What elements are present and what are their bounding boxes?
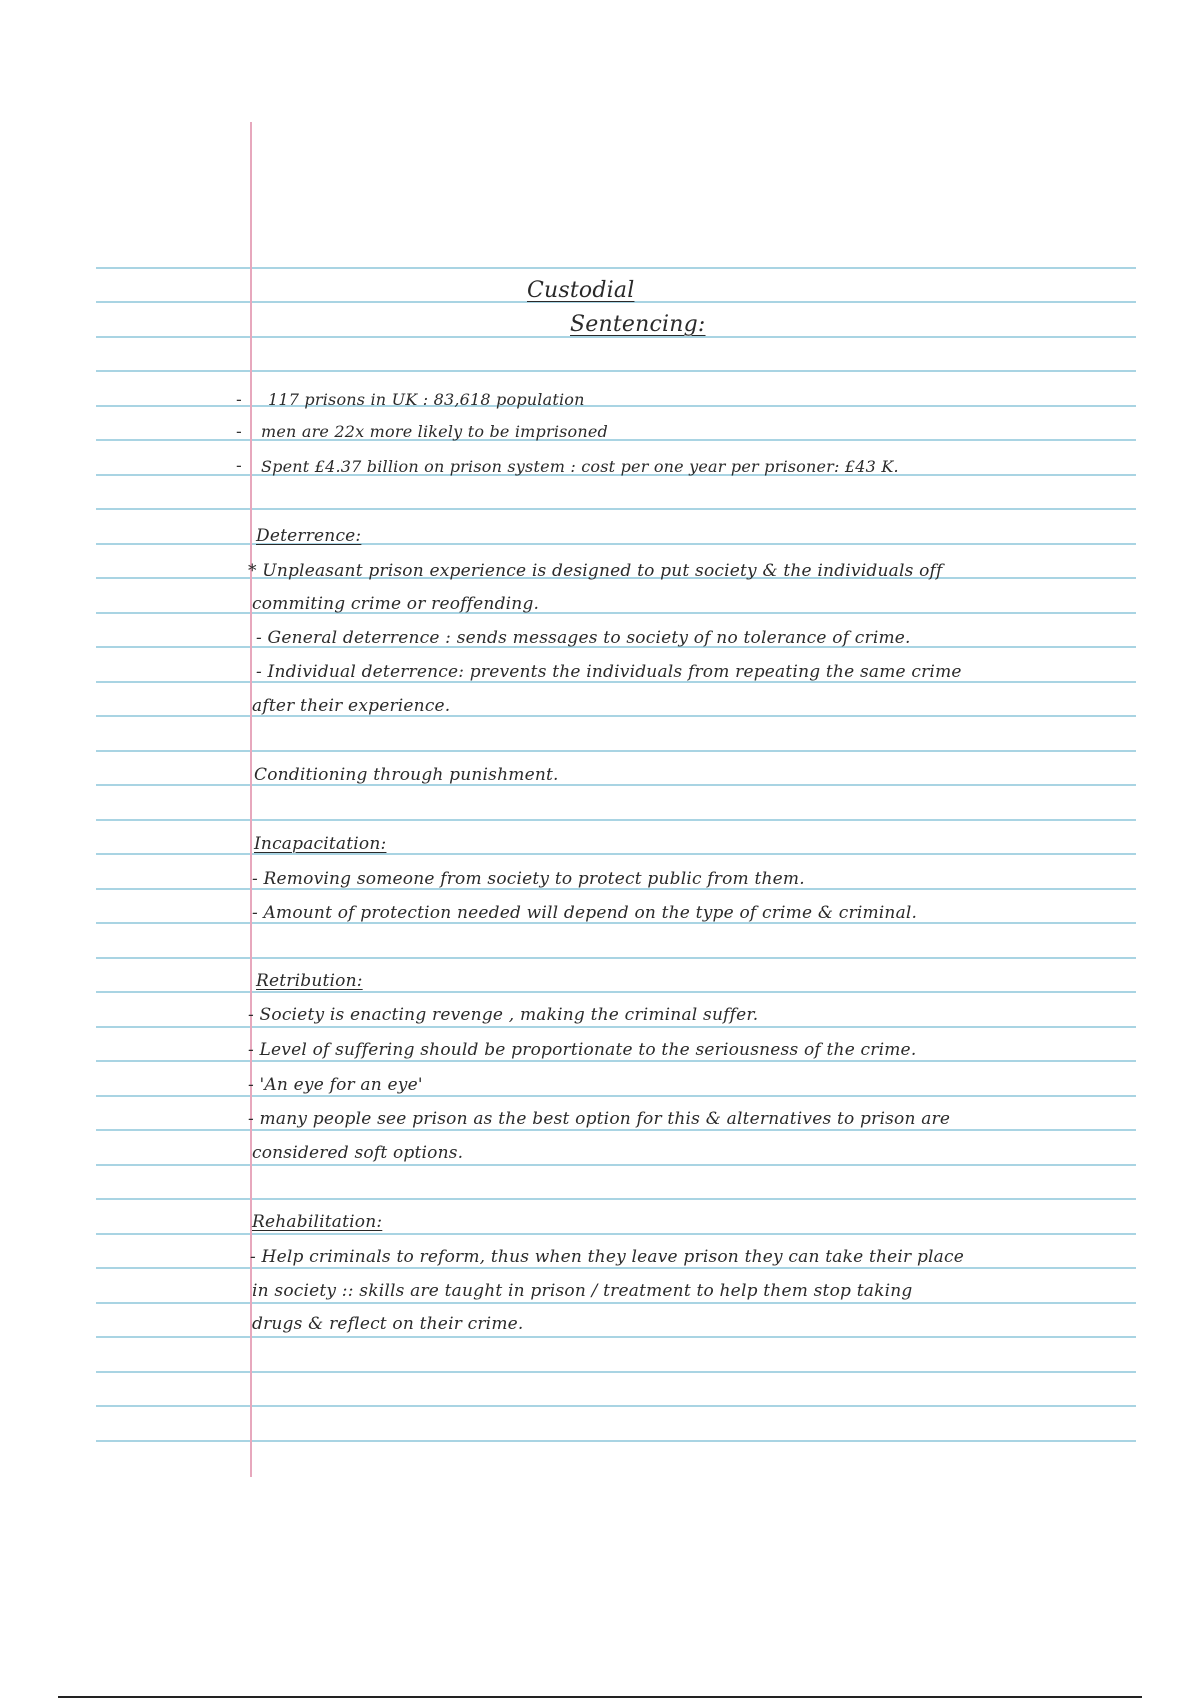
ruled-line xyxy=(96,853,1136,855)
section-heading-rehabilitation: Rehabilitation: xyxy=(252,1212,383,1232)
deterrence-line: * Unpleasant prison experience is designed to put society & the individuals off xyxy=(248,561,943,581)
ruled-line xyxy=(96,1302,1136,1304)
ruled-line xyxy=(96,750,1136,752)
ruled-line xyxy=(96,1198,1136,1200)
margin-dash: - xyxy=(236,390,242,409)
deterrence-line: - Individual deterrence: prevents the individuals from repeating the same crime xyxy=(256,662,962,682)
ruled-line xyxy=(96,1233,1136,1235)
retribution-line: - Level of suffering should be proportionate to the seriousness of the crime. xyxy=(248,1040,917,1060)
rehabilitation-line: - Help criminals to reform, thus when they leave prison they can take their place xyxy=(250,1247,964,1267)
ruled-line xyxy=(96,1371,1136,1373)
ruled-line xyxy=(96,784,1136,786)
ruled-line xyxy=(96,370,1136,372)
incapacitation-line: - Amount of protection needed will depend on the type of crime & criminal. xyxy=(252,903,918,923)
ruled-line xyxy=(96,991,1136,993)
deterrence-line: commiting crime or reoffending. xyxy=(252,594,540,614)
conditioning-line: Conditioning through punishment. xyxy=(254,765,559,785)
margin-dash: - xyxy=(236,422,242,441)
page-bottom-line xyxy=(58,1696,1142,1698)
deterrence-line: - General deterrence : sends messages to society of no tolerance of crime. xyxy=(256,628,911,648)
margin-line xyxy=(250,122,252,1477)
ruled-line xyxy=(96,405,1136,407)
retribution-line: - Society is enacting revenge , making the criminal suffer. xyxy=(248,1005,759,1025)
retribution-line: considered soft options. xyxy=(252,1143,464,1163)
margin-dash: - xyxy=(236,456,242,475)
page-title-line2: Sentencing: xyxy=(570,312,706,337)
incapacitation-line: - Removing someone from society to protect public from them. xyxy=(252,869,805,889)
ruled-line xyxy=(96,1026,1136,1028)
ruled-line xyxy=(96,1164,1136,1166)
ruled-line xyxy=(96,957,1136,959)
rehabilitation-line: in society :: skills are taught in prison / treatment to help them stop taking xyxy=(252,1281,913,1301)
intro-line: 117 prisons in UK : 83,618 population xyxy=(268,390,585,409)
page-title-line1: Custodial xyxy=(527,278,635,303)
retribution-line: - many people see prison as the best option for this & alternatives to prison are xyxy=(248,1109,951,1129)
ruled-line xyxy=(96,543,1136,545)
rehabilitation-line: drugs & reflect on their crime. xyxy=(252,1314,524,1334)
section-heading-deterrence: Deterrence: xyxy=(256,526,362,546)
ruled-line xyxy=(96,1336,1136,1338)
ruled-line xyxy=(96,819,1136,821)
retribution-line: - 'An eye for an eye' xyxy=(248,1075,423,1095)
ruled-line xyxy=(96,1405,1136,1407)
section-heading-retribution: Retribution: xyxy=(256,971,363,991)
ruled-line xyxy=(96,1440,1136,1442)
section-heading-incapacitation: Incapacitation: xyxy=(254,834,387,854)
ruled-line xyxy=(96,267,1136,269)
intro-line: Spent £4.37 billion on prison system : cost per one year per prisoner: £43 K. xyxy=(261,457,899,476)
ruled-line xyxy=(96,439,1136,441)
intro-line: men are 22x more likely to be imprisoned xyxy=(261,422,608,441)
ruled-line xyxy=(96,508,1136,510)
deterrence-line: after their experience. xyxy=(252,696,451,716)
